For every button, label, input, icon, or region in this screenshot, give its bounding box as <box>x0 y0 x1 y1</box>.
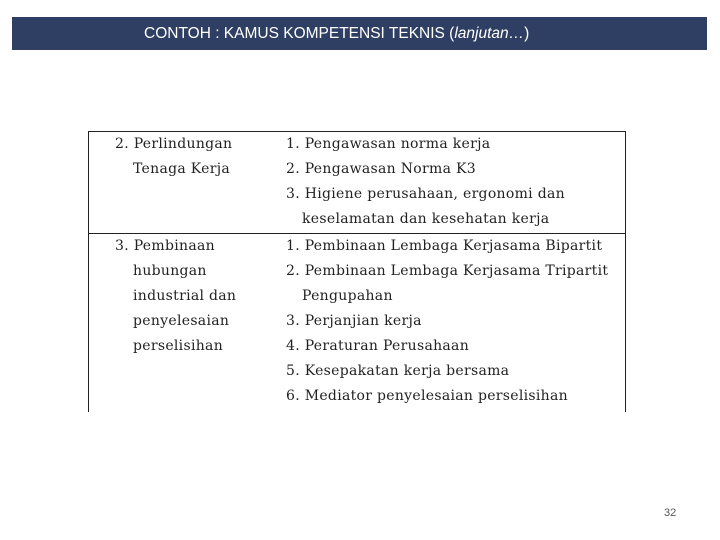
competency-table <box>88 131 626 412</box>
competency-name-line: industrial dan <box>133 288 237 304</box>
sub-competency-item: Pengupahan <box>302 288 393 304</box>
competency-name-line: 3. Pembinaan <box>115 238 215 254</box>
competency-name-line: penyelesaian <box>133 313 230 329</box>
competency-name-line: 2. Perlindungan <box>115 136 233 152</box>
sub-competency-item: 3. Higiene perusahaan, ergonomi dan <box>286 186 565 202</box>
slide-title-bar <box>12 17 707 50</box>
sub-competency-item: 4. Peraturan Perusahaan <box>286 338 470 354</box>
sub-competency-item: 3. Perjanjian kerja <box>286 313 422 329</box>
sub-competency-item: 1. Pembinaan Lembaga Kerjasama Bipartit <box>286 238 603 254</box>
sub-competency-item: 1. Pengawasan norma kerja <box>286 136 491 152</box>
slide-title-italic: lanjutan… <box>454 25 525 42</box>
slide-title-suffix: ) <box>524 25 530 42</box>
competency-name-cell <box>115 234 275 359</box>
sub-competency-cell <box>286 132 624 232</box>
competency-name-line: perselisihan <box>133 338 224 354</box>
sub-competency-item: keselamatan dan kesehatan kerja <box>302 211 550 227</box>
sub-competency-item: 2. Pembinaan Lembaga Kerjasama Tripartit <box>286 263 609 279</box>
table-row <box>89 233 625 413</box>
slide-title-prefix: CONTOH : KAMUS KOMPETENSI TEKNIS ( <box>144 25 455 42</box>
sub-competency-item: 6. Mediator penyelesaian perselisihan <box>286 388 568 404</box>
competency-name-line: hubungan <box>133 263 207 279</box>
competency-name-cell <box>115 132 275 182</box>
competency-name-line: Tenaga Kerja <box>133 161 231 177</box>
sub-competency-item: 5. Kesepakatan kerja bersama <box>286 363 510 379</box>
page-number: 32 <box>664 507 677 519</box>
sub-competency-cell <box>286 234 624 409</box>
sub-competency-item: 2. Pengawasan Norma K3 <box>286 161 476 177</box>
table-row <box>89 132 625 233</box>
